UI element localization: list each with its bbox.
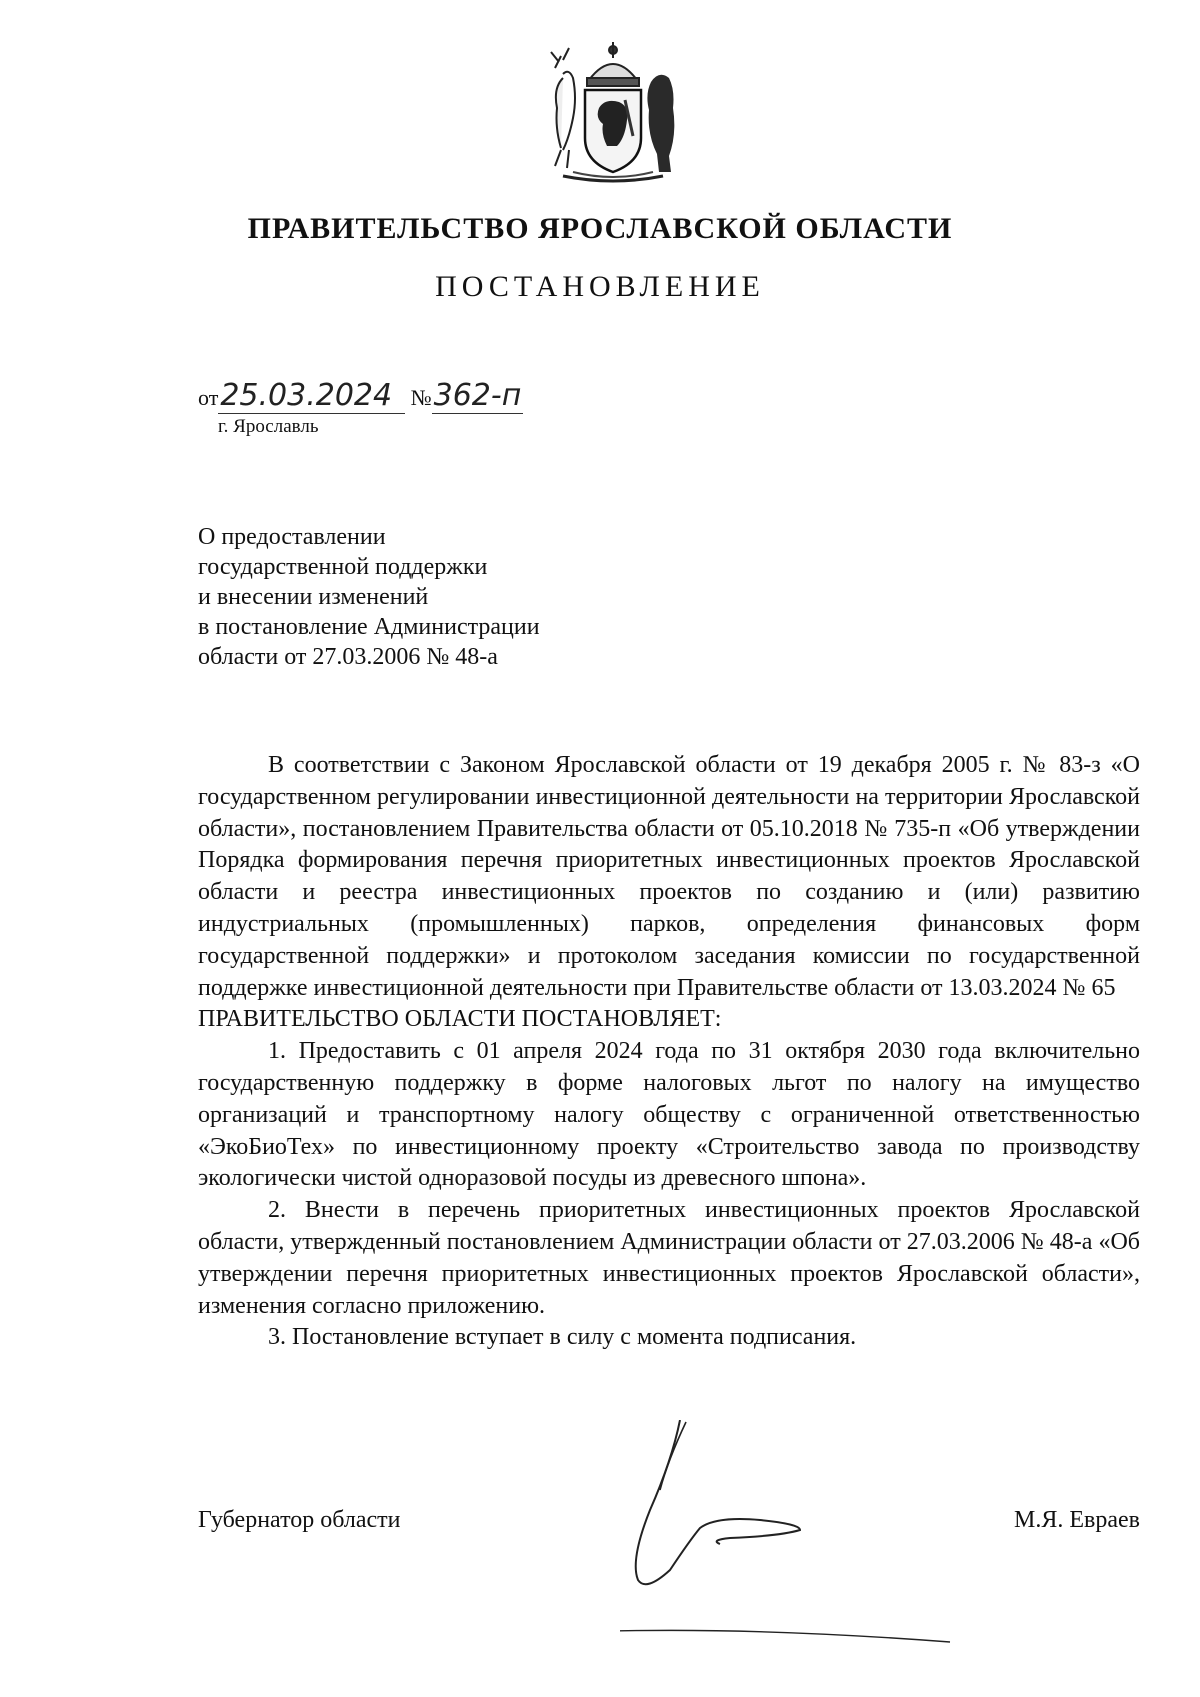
subject-line: и внесении изменений <box>198 584 429 610</box>
document-body <box>198 750 1140 1354</box>
subject-line: в постановление Администрации <box>198 614 540 640</box>
subject-line: О предоставлении <box>198 524 386 550</box>
resolution-item: 3. Постановление вступает в силу с момента подписания. <box>268 1324 857 1351</box>
registration-line <box>198 378 523 414</box>
issue-city: г. Ярославль <box>218 416 319 437</box>
document-type-heading: ПОСТАНОВЛЕНИЕ <box>435 270 765 303</box>
document-number: 362-п <box>433 378 522 413</box>
resolution-item: 1. Предоставить с 01 апреля 2024 года по 31 октября 2030 года включительно государственную поддержку в форме налоговых льгот по налогу на имущество организаций и транспортному налогу обществу с ограниченной ответственностью «ЭкоБиоТех» по инвестиционному проекту «Строительство завода по производству экологически чистой одноразовой посуды из древесного шпона». <box>198 1038 1140 1192</box>
subject-line: государственной поддержки <box>198 554 488 580</box>
resolves-heading: ПРАВИТЕЛЬСТВО ОБЛАСТИ ПОСТАНОВЛЯЕТ: <box>198 1006 722 1033</box>
date-prefix: от <box>198 385 219 410</box>
document-subject <box>198 522 540 672</box>
coat-of-arms-icon <box>533 38 693 188</box>
preamble-paragraph: В соответствии с Законом Ярославской области от 19 декабря 2005 г. № 83-з «О государственном регулировании инвестиционной деятельности на территории Ярославской области», постановлением Правительства области от 05.10.2018 № 735-п «Об утверждении Порядка формирования перечня приоритетных инвестиционных проектов Ярославской области и реестра инвестиционных проектов по созданию и (или) развитию индустриальных (промышленных) парков, определения финансовых форм государственной поддержки» и протоколом заседания комиссии по государственной поддержке инвестиционной деятельности при Правительстве области от 13.03.2024 № 65 <box>198 752 1140 1001</box>
resolution-item: 2. Внести в перечень приоритетных инвестиционных проектов Ярославской области, утвержденный постановлением Администрации области от 27.03.2006 № 48-а «Об утверждении перечня приоритетных инвестиционных проектов Ярославской области», изменения согласно приложению. <box>198 1197 1140 1319</box>
signature-icon <box>620 1420 1050 1650</box>
signatory-name: М.Я. Евраев <box>1014 1507 1140 1533</box>
coat-of-arms-emblem <box>533 38 693 188</box>
document-date: 25.03.2024 <box>220 378 393 413</box>
organization-title: ПРАВИТЕЛЬСТВО ЯРОСЛАВСКОЙ ОБЛАСТИ <box>247 212 953 245</box>
number-prefix: № <box>410 385 432 410</box>
subject-line: области от 27.03.2006 № 48-а <box>198 644 498 670</box>
signatory-position: Губернатор области <box>198 1507 401 1533</box>
handwritten-signature <box>620 1420 1050 1650</box>
